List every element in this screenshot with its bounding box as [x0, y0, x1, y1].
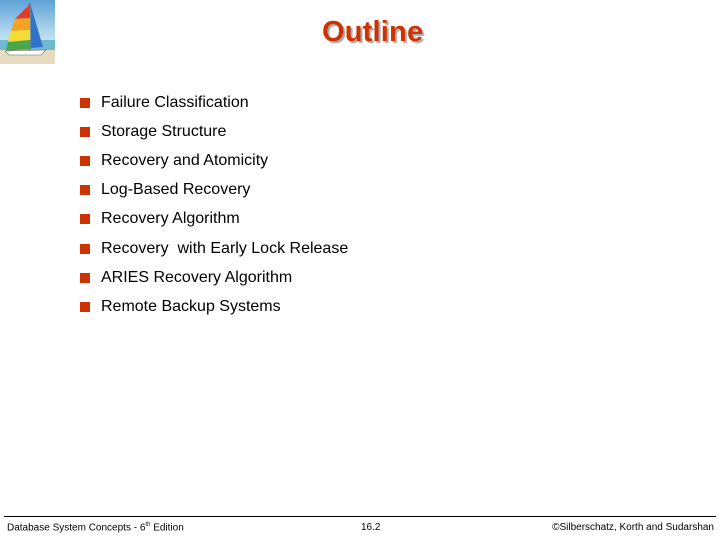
- bullet-text: ARIES Recovery Algorithm: [101, 268, 293, 286]
- list-item: [80, 176, 348, 205]
- square-bullet-icon: [80, 273, 90, 283]
- bullet-list: [80, 88, 348, 322]
- square-bullet-icon: [80, 302, 90, 312]
- bullet-text: Log-Based Recovery: [101, 181, 251, 199]
- square-bullet-icon: [80, 214, 90, 224]
- bullet-text: Failure Classification: [101, 93, 249, 111]
- footer-divider: [4, 516, 716, 517]
- list-item: [80, 88, 348, 117]
- square-bullet-icon: [80, 156, 90, 166]
- bullet-text: Recovery and Atomicity: [101, 151, 269, 169]
- bullet-text: Storage Structure: [101, 122, 227, 140]
- footer-book-prefix: Database System Concepts - 6: [7, 522, 146, 534]
- square-bullet-icon: [80, 127, 90, 137]
- bullet-text: Remote Backup Systems: [101, 297, 281, 315]
- footer-book-title: [7, 522, 184, 533]
- footer-book-suffix: Edition: [150, 522, 184, 534]
- bullet-text: Recovery Algorithm: [101, 210, 240, 228]
- list-item: [80, 234, 348, 263]
- bullet-text: Recovery with Early Lock Release: [101, 239, 349, 257]
- footer-book-superscript: th: [145, 522, 151, 528]
- list-item: [80, 205, 348, 234]
- footer-copyright: ©Silberschatz, Korth and Sudarshan: [552, 522, 714, 533]
- sailboat-logo: [0, 0, 55, 64]
- list-item: [80, 292, 348, 321]
- square-bullet-icon: [80, 98, 90, 108]
- square-bullet-icon: [80, 185, 90, 195]
- square-bullet-icon: [80, 244, 90, 254]
- slide-title: Outline: [322, 16, 424, 48]
- list-item: [80, 146, 348, 175]
- list-item: [80, 117, 348, 146]
- list-item: [80, 263, 348, 292]
- footer-page-number: 16.2: [361, 522, 381, 533]
- sailboat-icon: [0, 0, 55, 64]
